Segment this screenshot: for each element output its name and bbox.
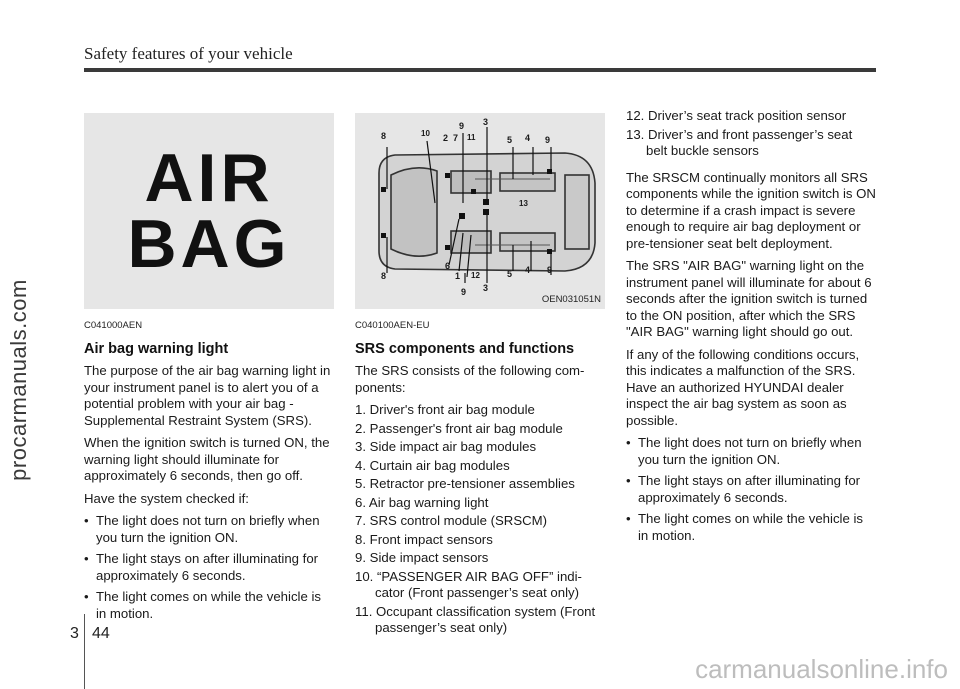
diagram-label: 3 bbox=[483, 117, 489, 127]
side-watermark: procarmanuals.com bbox=[6, 279, 31, 481]
paragraph: The SRS consists of the following com-ponents: bbox=[355, 363, 585, 395]
airbag-image-line-1: AIR bbox=[144, 140, 274, 216]
list-item: 5. Retractor pre-tensioner assemblies bbox=[355, 476, 575, 491]
section-heading: SRS components and functions bbox=[355, 340, 575, 357]
diagram-label: 9 bbox=[459, 121, 465, 131]
list-item: 12. Driver’s seat track position sensor bbox=[626, 108, 847, 123]
section-code: C041000AEN bbox=[84, 320, 143, 331]
list-item: 3. Side impact air bag modules bbox=[355, 439, 537, 454]
vehicle-top-view-illustration bbox=[355, 113, 605, 309]
list-item: 7. SRS control module (SRSCM) bbox=[355, 513, 548, 528]
bullet-item: • The light stays on after illuminating for approximately 6 seconds. bbox=[626, 473, 876, 506]
srs-diagram bbox=[355, 113, 605, 309]
diagram-code: OEN031051N bbox=[541, 294, 601, 305]
left-column bbox=[84, 318, 334, 627]
diagram-label: 8 bbox=[381, 131, 387, 141]
diagram-label: 5 bbox=[507, 269, 513, 279]
bullet-item: • The light stays on after illuminating for approximately 6 seconds. bbox=[84, 551, 334, 584]
paragraph: The SRSCM continually monitors all SRS components while the ignition switch is ON to determine if a crash impact is severe enough to require air bag deployment or pre-tensioner seat belt deployment. bbox=[626, 169, 876, 251]
middle-column bbox=[355, 318, 605, 639]
bottom-watermark: carmanualsonline.info bbox=[695, 654, 948, 684]
bullet-item: • The light comes on while the vehicle is in motion. bbox=[84, 589, 334, 622]
list-item: 2. Passenger's front air bag module bbox=[355, 420, 563, 436]
right-column bbox=[626, 108, 876, 549]
airbag-warning-image bbox=[84, 113, 334, 309]
paragraph: If any of the following conditions occurs, this indicates a malfunction of the SRS. Have an authorized HYUNDAI dealer inspect the air bag system as soon as possible. bbox=[626, 346, 860, 428]
bullet-item: • The light does not turn on briefly when you turn the ignition ON. bbox=[84, 513, 334, 546]
bullet-item: • The light does not turn on briefly when you turn the ignition ON. bbox=[626, 435, 876, 468]
paragraph: When the ignition switch is turned ON, the warning light should illuminate for approximately 6 seconds, then go off. bbox=[84, 435, 330, 483]
paragraph: Have the system checked if: bbox=[84, 490, 249, 506]
diagram-label: 8 bbox=[381, 271, 387, 281]
page-header-title: Safety features of your vehicle bbox=[84, 44, 293, 63]
diagram-label: 4 bbox=[525, 265, 531, 275]
diagram-label: 9 bbox=[547, 265, 553, 275]
diagram-label: 11 bbox=[467, 133, 476, 142]
section-code: C040100AEN-EU bbox=[355, 320, 430, 331]
diagram-label: 4 bbox=[525, 133, 531, 143]
bullet-item: • The light comes on while the vehicle is in motion. bbox=[626, 511, 876, 544]
diagram-label: 13 bbox=[519, 199, 528, 208]
diagram-label: 9 bbox=[461, 287, 467, 297]
diagram-label: 2 bbox=[443, 133, 449, 143]
diagram-label: 5 bbox=[507, 135, 513, 145]
list-item: 11. Occupant classification system (Front passenger’s seat only) bbox=[355, 603, 596, 635]
airbag-image-line-2: BAG bbox=[127, 206, 291, 282]
diagram-label: 6 bbox=[445, 261, 451, 271]
section-heading: Air bag warning light bbox=[84, 340, 229, 357]
list-item: 1. Driver's front air bag module bbox=[355, 402, 535, 417]
diagram-label: 1 bbox=[455, 271, 461, 281]
diagram-label: 9 bbox=[545, 135, 551, 145]
page-number: 44 bbox=[92, 625, 110, 642]
footer-divider bbox=[84, 614, 85, 689]
diagram-label: 12 bbox=[471, 271, 480, 280]
diagram-label: 10 bbox=[421, 129, 430, 138]
diagram-label: 7 bbox=[453, 133, 459, 143]
list-item: 8. Front impact sensors bbox=[355, 531, 493, 547]
list-item: 9. Side impact sensors bbox=[355, 550, 489, 565]
list-item: 6. Air bag warning light bbox=[355, 494, 489, 510]
paragraph: The purpose of the air bag warning light in your instrument panel is to alert you of a potential problem with your air bag - Supplemental Restraint System (SRS). bbox=[84, 363, 331, 428]
list-item: 4. Curtain air bag modules bbox=[355, 457, 510, 473]
header-rule bbox=[84, 68, 876, 72]
list-item: 13. Driver’s and front passenger’s seat belt buckle sensors bbox=[626, 126, 853, 158]
list-item: 10. “PASSENGER AIR BAG OFF” indi-cator (Front passenger’s seat only) bbox=[355, 568, 582, 600]
section-number: 3 bbox=[70, 625, 79, 642]
paragraph: The SRS "AIR BAG" warning light on the instrument panel will illuminate for about 6 seconds after the ignition switch is turned to the ON position, after which the SRS "AIR BAG" warning light should go out. bbox=[626, 258, 872, 339]
diagram-label: 3 bbox=[483, 283, 489, 293]
